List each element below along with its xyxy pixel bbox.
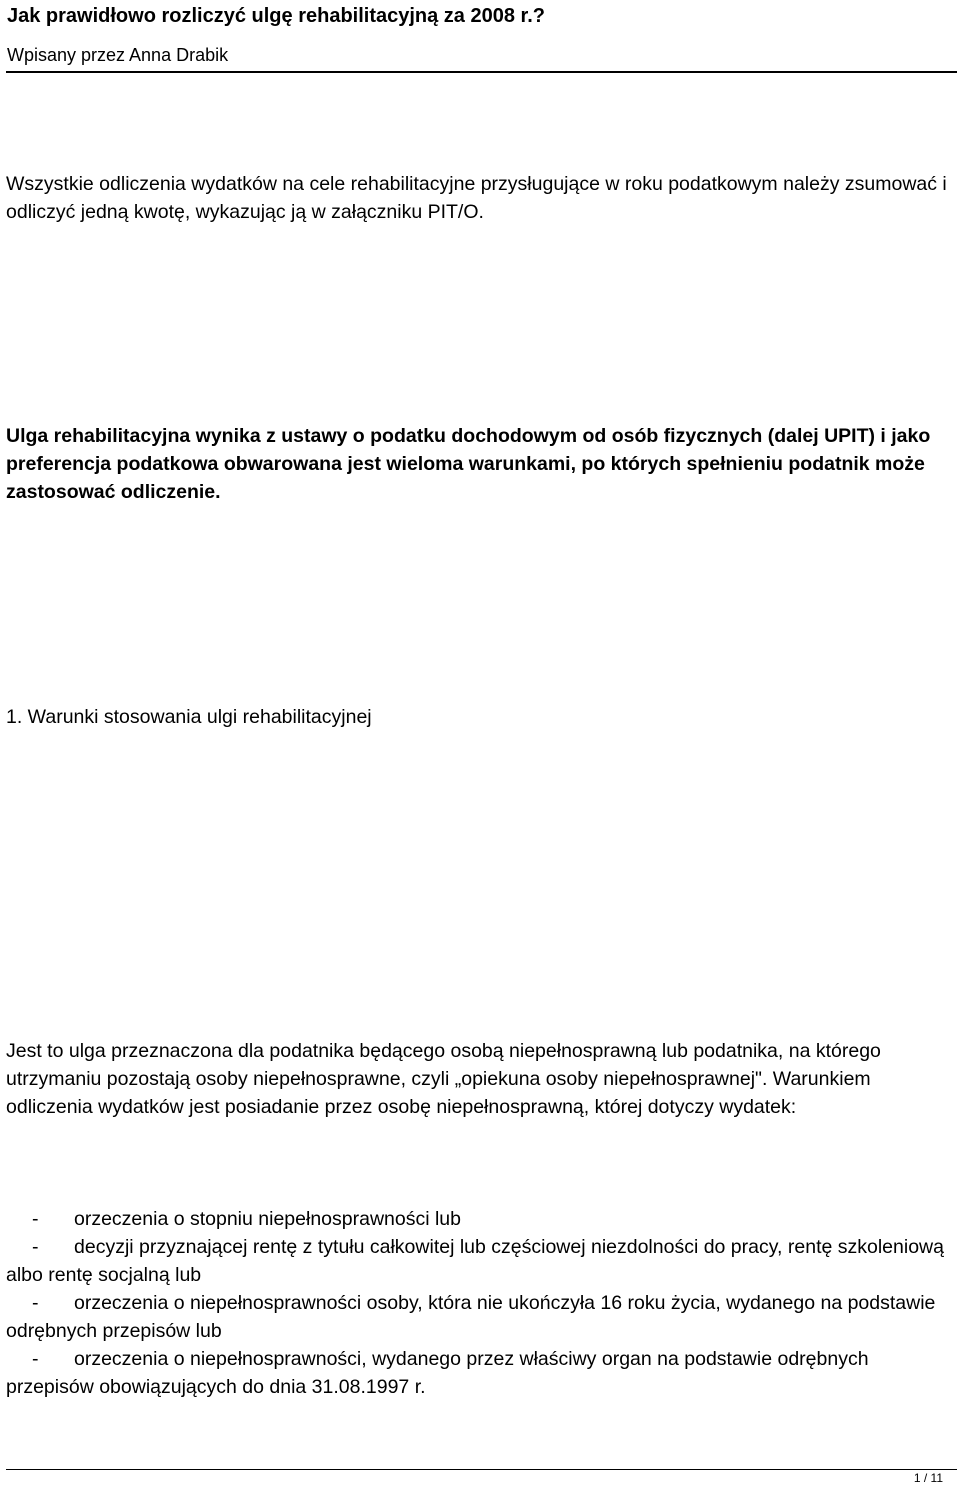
header-divider bbox=[6, 71, 957, 73]
author-line: Wpisany przez Anna Drabik bbox=[7, 45, 229, 65]
list-item-text: decyzji przyznającej rentę z tytułu całkowitej lub częściowej niezdolności do pracy, rentę szkoleniową albo rentę socjalną lub bbox=[6, 1236, 944, 1286]
page-title: Jak prawidłowo rozliczyć ulgę rehabilitacyjną za 2008 r.? bbox=[7, 5, 545, 27]
list-item bbox=[6, 1205, 951, 1233]
list-dash: - bbox=[32, 1208, 39, 1230]
list-item-text: orzeczenia o stopniu niepełnosprawności lub bbox=[74, 1208, 461, 1230]
conditions-list bbox=[6, 1205, 951, 1401]
page-number: 1 / 11 bbox=[913, 1471, 943, 1485]
list-item bbox=[6, 1233, 951, 1289]
list-dash: - bbox=[32, 1348, 39, 1370]
list-item-text: orzeczenia o niepełnosprawności osoby, która nie ukończyła 16 roku życia, wydanego na podstawie odrębnych przepisów lub bbox=[6, 1292, 936, 1342]
intro-paragraph: Wszystkie odliczenia wydatków na cele rehabilitacyjne przysługujące w roku podatkowym należy zsumować i odliczyć jedną kwotę, wykazując ją w załączniku PIT/O. bbox=[6, 173, 947, 223]
list-item bbox=[6, 1289, 951, 1345]
footer-divider bbox=[6, 1469, 957, 1470]
lead-paragraph: Ulga rehabilitacyjna wynika z ustawy o podatku dochodowym od osób fizycznych (dalej UPIT) i jako preferencja podatkowa obwarowana jest wieloma warunkami, po których spełnieniu podatnik może zastosować odliczenie. bbox=[6, 425, 931, 503]
body-paragraph: Jest to ulga przeznaczona dla podatnika będącego osobą niepełnosprawną lub podatnika, na którego utrzymaniu pozostają osoby niepełnosprawne, czyli „opiekuna osoby niepełnosprawnej". Warunkiem odliczenia wydatków jest posiadanie przez osobę niepełnosprawną, której dotyczy wydatek: bbox=[6, 1040, 881, 1118]
list-dash: - bbox=[32, 1292, 39, 1314]
section-heading: 1. Warunki stosowania ulgi rehabilitacyjnej bbox=[6, 706, 372, 728]
list-item-text: orzeczenia o niepełnosprawności, wydanego przez właściwy organ na podstawie odrębnych przepisów obowiązujących do dnia 31.08.1997 r. bbox=[6, 1348, 869, 1398]
list-dash: - bbox=[32, 1236, 39, 1258]
list-item bbox=[6, 1345, 951, 1401]
